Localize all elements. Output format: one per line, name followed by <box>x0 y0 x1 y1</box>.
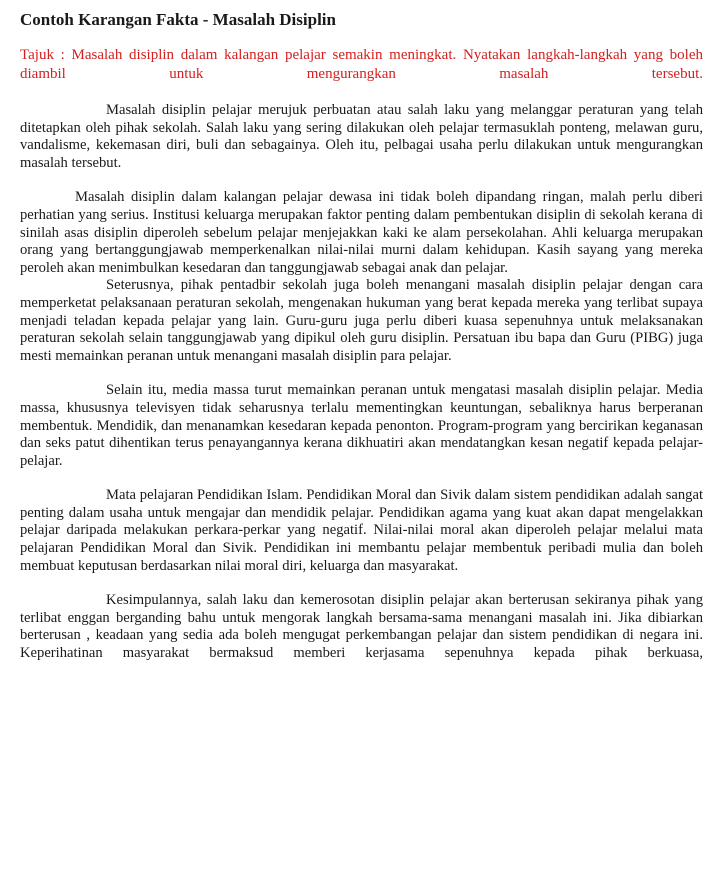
paragraph-gap <box>20 365 703 382</box>
essay-topic: Tajuk : Masalah disiplin dalam kalangan pelajar semakin meningkat. Nyatakan langkah-langkah yang boleh diambil untuk mengurangkan masalah tersebut. <box>20 47 703 82</box>
paragraph-gap <box>20 470 703 487</box>
paragraph-family: Masalah disiplin dalam kalangan pelajar dewasa ini tidak boleh dipandang ringan, malah perlu diberi perhatian yang serius. Institusi keluarga merupakan faktor penting dalam pembentukan disiplin di sekolah kerana di sinilah asas disiplin diperoleh sebelum pelajar menjejakkan kaki ke alam persekolahan. Ahli keluarga merupakan orang yang bertanggungjawab memperkenalkan nilai-nilai murni dalam kehidupan. Kasih sayang yang mereka peroleh akan menimbulkan kesedaran dan tanggungjawab sebagai anak dan pelajar. <box>20 189 703 276</box>
paragraph-education: Mata pelajaran Pendidikan Islam. Pendidikan Moral dan Sivik dalam sistem pendidikan adalah sangat penting dalam usaha untuk mengajar dan mendidik pelajar. Pendidikan agama yang kuat akan dapat mengelakkan pelajar daripada melakukan perkara-perkar yang negatif. Nilai-nilai moral akan diperoleh pelajar melalui mata pelajaran Pendidikan Moral dan Sivik. Pendidikan ini membantu pelajar membentuk peribadi mulia dan boleh membuat keputusan berdasarkan nilai moral diri, keluarga dan masyarakat. <box>20 487 703 574</box>
paragraph-gap <box>20 172 703 189</box>
paragraph-gap <box>20 575 703 592</box>
document-title: Contoh Karangan Fakta - Masalah Disiplin <box>20 10 336 29</box>
paragraph-media: Selain itu, media massa turut memainkan peranan untuk mengatasi masalah disiplin pelajar. Media massa, khususnya televisyen tidak seharusnya terlalu mementingkan keuntungan, sebaliknya harus berperanan membentuk. Mendidik, dan menanamkan kesedaran kepada penonton. Program-program yang bercirikan keganasan dan seks patut dihentikan terus penayangannya kerana dikhuatiri akan mendatangkan kesan negatif kepada pelajar-pelajar. <box>20 382 703 469</box>
paragraph-conclusion: Kesimpulannya, salah laku dan kemerosotan disiplin pelajar akan berterusan sekiranya pihak yang terlibat enggan berganding bahu untuk mengorak langkah bersama-sama menangani masalah ini. Jika dibiarkan berterusan , keadaan yang sedia ada boleh mengugat perkembangan pelajar dan sistem pendidikan di negara ini. Keperihatinan masyarakat bermaksud memberi kerjasama sepenuhnya kepada pihak berkuasa, <box>20 592 703 662</box>
paragraph-school-admin: Seterusnya, pihak pentadbir sekolah juga boleh menangani masalah disiplin pelajar dengan cara memperketat pelaksanaan peraturan sekolah, mengenakan hukuman yang berat kepada mereka yang terlibat supaya menjadi teladan kepada pelajar yang lain. Guru-guru juga perlu diberi kuasa sepenuhnya untuk melaksanakan peraturan sekolah selain tanggungjawab yang dipikul oleh guru disiplin. Persatuan ibu bapa dan Guru (PIBG) juga mesti memainkan peranan untuk menangani masalah disiplin para pelajar. <box>20 277 703 364</box>
paragraph-intro: Masalah disiplin pelajar merujuk perbuatan atau salah laku yang melanggar peraturan yang telah ditetapkan oleh pihak sekolah. Salah laku yang sering dilakukan oleh pelajar termasuklah ponteng, melawan guru, vandalisme, kekemasan diri, buli dan sebagainya. Oleh itu, pelbagai usaha perlu dilakukan untuk mengurangkan masalah tersebut. <box>20 102 703 171</box>
